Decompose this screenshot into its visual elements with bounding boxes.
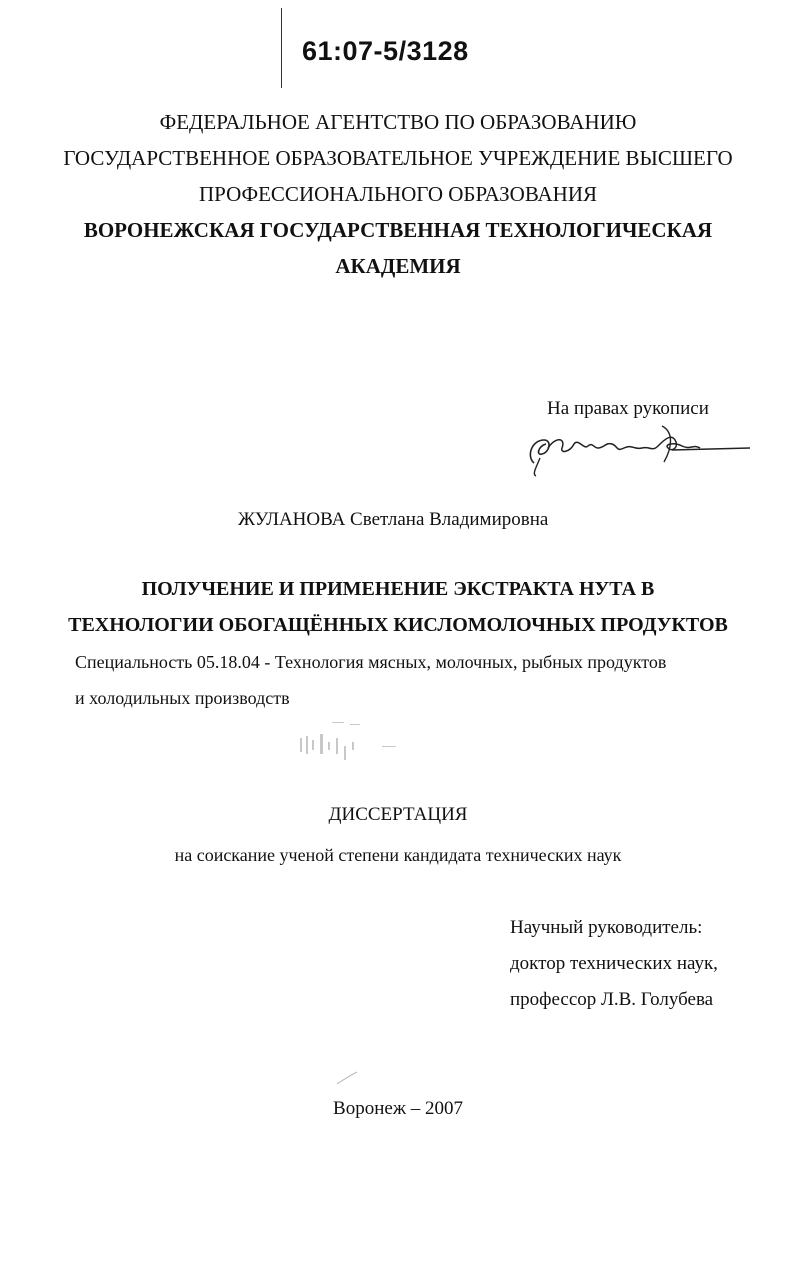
library-code-stamp: 61:07-5/3128 [302,36,469,66]
header-education-level: ПРОФЕССИОНАЛЬНОГО ОБРАЗОВАНИЯ [198,182,597,206]
thesis-title-line-1: ПОЛУЧЕНИЕ И ПРИМЕНЕНИЕ ЭКСТРАКТА НУТА В [141,578,655,600]
dissertation-subheading: на соискание ученой степени кандидата технических наук [174,845,622,865]
thesis-title-line-2: ТЕХНОЛОГИИ ОБОГАЩЁННЫХ КИСЛОМОЛОЧНЫХ ПРОДУКТОВ [68,614,728,636]
city-year: Воронеж – 2007 [333,1098,463,1119]
stamp-divider [281,8,282,88]
manuscript-note: На правах рукописи [547,398,709,419]
specialty-line-1: Специальность 05.18.04 - Технология мясных, молочных, рыбных продуктов [75,652,667,672]
advisor-name: профессор Л.В. Голубева [510,989,714,1010]
header-agency: ФЕДЕРАЛЬНОЕ АГЕНТСТВО ПО ОБРАЗОВАНИЮ [159,110,637,134]
dissertation-heading: ДИССЕРТАЦИЯ [328,804,468,825]
advisor-degree: доктор технических наук, [510,953,718,974]
specialty-line-2: и холодильных производств [75,688,290,708]
header-academy-suffix: АКАДЕМИЯ [335,254,461,278]
header-academy-name: ВОРОНЕЖСКАЯ ГОСУДАРСТВЕННАЯ ТЕХНОЛОГИЧЕСКАЯ [83,218,713,242]
header-institution-type: ГОСУДАРСТВЕННОЕ ОБРАЗОВАТЕЛЬНОЕ УЧРЕЖДЕНИЕ ВЫСШЕГО [63,146,733,170]
author-signature [522,418,752,478]
faint-stamp-mark [292,716,402,766]
advisor-label: Научный руководитель: [510,917,703,938]
faint-speck-mark [335,1068,365,1088]
author-name: ЖУЛАНОВА Светлана Владимировна [238,509,549,530]
